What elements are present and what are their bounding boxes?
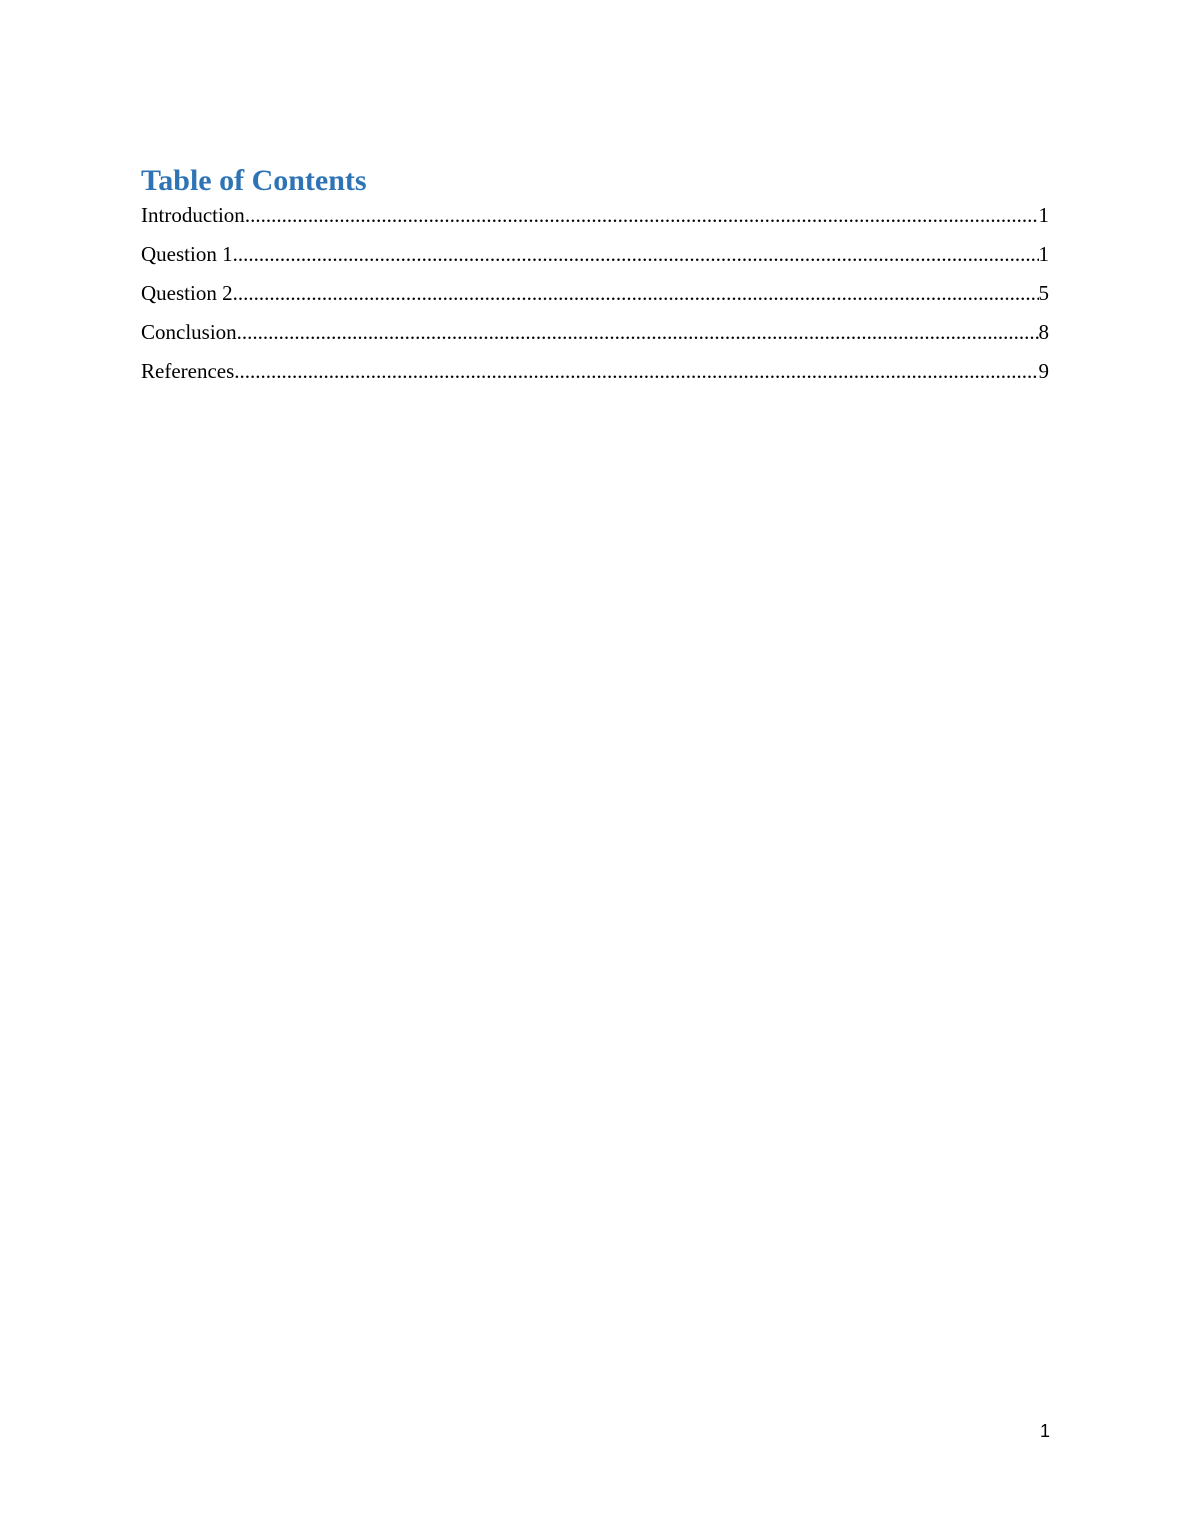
toc-title: Table of Contents xyxy=(141,164,367,197)
toc-entry-label: Conclusion xyxy=(141,320,237,344)
toc-dot-leader xyxy=(245,200,1039,230)
toc-entry-page: 5 xyxy=(1038,281,1049,305)
toc-entry-page: 1 xyxy=(1038,242,1049,266)
page-number: 1 xyxy=(1039,1421,1050,1441)
toc-entry-question-1[interactable] xyxy=(141,239,1049,278)
table-of-contents xyxy=(141,200,1049,395)
toc-dot-leader xyxy=(233,278,1039,308)
toc-entry-question-2[interactable] xyxy=(141,278,1049,317)
toc-entry-introduction[interactable] xyxy=(141,200,1049,239)
toc-dot-leader xyxy=(237,317,1039,347)
toc-entry-label: References xyxy=(141,359,235,383)
toc-entry-references[interactable] xyxy=(141,356,1049,395)
toc-entry-page: 1 xyxy=(1038,203,1049,227)
toc-entry-label: Question 2 xyxy=(141,281,233,305)
toc-entry-conclusion[interactable] xyxy=(141,317,1049,356)
toc-dot-leader xyxy=(234,356,1038,386)
toc-entry-page: 9 xyxy=(1038,359,1049,383)
toc-entry-page: 8 xyxy=(1038,320,1049,344)
toc-dot-leader xyxy=(233,239,1039,269)
toc-entry-label: Question 1 xyxy=(141,242,233,266)
toc-entry-label: Introduction xyxy=(141,203,245,227)
